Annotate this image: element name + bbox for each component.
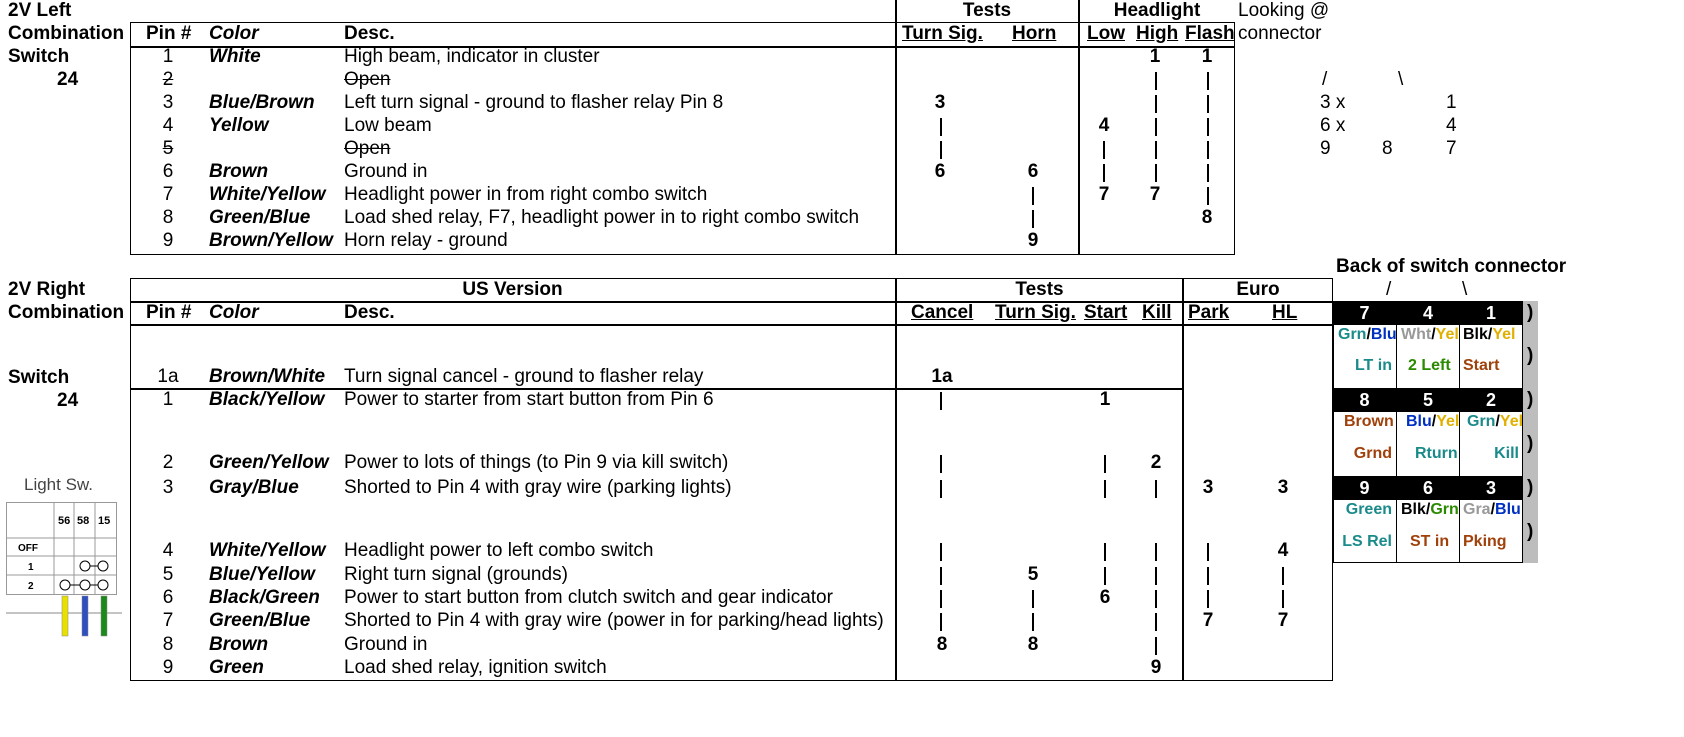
- right-mark-hl: 3: [1277, 477, 1289, 498]
- connector-bracket: ): [1527, 521, 1534, 542]
- right-row-pin: 4: [162, 540, 174, 561]
- left-col-low: Low: [1087, 23, 1125, 44]
- continuity-bar: [1104, 567, 1106, 585]
- right-col-cancel: Cancel: [911, 302, 974, 323]
- left-col-flash: Flash: [1185, 23, 1235, 44]
- left-mark-turn: 6: [934, 161, 946, 182]
- looking-line2: connector: [1238, 23, 1322, 44]
- continuity-bar: [940, 455, 942, 473]
- right-mark-cancel: 8: [936, 634, 948, 655]
- continuity-bar: [1155, 613, 1157, 631]
- right-mark-kill: 2: [1150, 452, 1162, 473]
- back-slash: \: [1462, 279, 1468, 300]
- continuity-bar: [1207, 95, 1209, 113]
- continuity-bar: [1207, 187, 1209, 205]
- continuity-bar: [1104, 543, 1106, 561]
- continuity-bar: [1103, 141, 1105, 159]
- right-row-color: Brown/White: [209, 366, 326, 387]
- left-col-high: High: [1136, 23, 1179, 44]
- continuity-bar: [1032, 210, 1034, 228]
- connector-wire-color: Blu/Yel: [1406, 413, 1460, 430]
- continuity-bar: [940, 567, 942, 585]
- left-mark-flash: 8: [1201, 207, 1213, 228]
- right-mark-turn: 8: [1027, 634, 1039, 655]
- left-title-line2: Combination: [8, 23, 125, 44]
- right-col-color: Color: [209, 302, 259, 323]
- right-tests-divider: [895, 278, 897, 681]
- connector-wire-color: Blk/Yel: [1463, 326, 1516, 343]
- continuity-bar: [1032, 187, 1034, 205]
- left-row-pin: 8: [162, 207, 174, 228]
- light-switch-grid: [6, 500, 122, 640]
- connector-wire-color: Green: [1345, 501, 1392, 518]
- continuity-bar: [1155, 637, 1157, 655]
- right-title-switch: Switch: [8, 367, 70, 388]
- continuity-bar: [1155, 164, 1157, 182]
- connector-wire-color: Blk/Grn: [1401, 501, 1459, 518]
- continuity-bar: [1207, 72, 1209, 90]
- continuity-bar: [940, 480, 942, 498]
- right-mark-cancel: 1a: [931, 366, 953, 387]
- connector-wire-color: Wht/Yel: [1401, 326, 1459, 343]
- left-row-desc: Load shed relay, F7, headlight power in to right combo switch: [344, 207, 860, 228]
- left-row-desc: Ground in: [344, 161, 428, 182]
- light-switch-row-label: OFF: [18, 543, 38, 554]
- continuity-bar: [1207, 164, 1209, 182]
- connector-function-label: Pking: [1463, 533, 1507, 550]
- right-row-color: Black/Yellow: [209, 389, 325, 410]
- connector-pin-header: 1: [1460, 301, 1522, 325]
- light-switch-col-label: 56: [58, 515, 71, 527]
- left-row-desc: High beam, indicator in cluster: [344, 46, 600, 67]
- left-title-line3: Switch: [8, 46, 70, 67]
- connector-bracket: ): [1527, 302, 1534, 323]
- left-row-pin: 3: [162, 92, 174, 113]
- right-row-color: Blue/Yellow: [209, 564, 315, 585]
- right-row-pin: 1: [162, 389, 174, 410]
- looking-pin: 7: [1446, 138, 1457, 159]
- left-header-divider: [130, 46, 1235, 48]
- right-mark-park: 7: [1202, 610, 1214, 631]
- left-mark-low: 7: [1098, 184, 1110, 205]
- right-euro-divider: [1182, 278, 1184, 681]
- connector-function-label: Grnd: [1353, 445, 1392, 462]
- continuity-bar: [1282, 567, 1284, 585]
- left-mark-flash: 1: [1201, 46, 1213, 67]
- left-col-horn: Horn: [1012, 23, 1057, 44]
- right-col-kill: Kill: [1142, 302, 1172, 323]
- continuity-bar: [940, 141, 942, 159]
- right-title-number: 24: [57, 390, 79, 411]
- continuity-bar: [1155, 72, 1157, 90]
- left-row-color: Blue/Brown: [209, 92, 315, 113]
- left-row-color: Brown/Yellow: [209, 230, 333, 251]
- continuity-bar: [1032, 590, 1034, 608]
- continuity-bar: [940, 392, 942, 410]
- left-col-turn: Turn Sig.: [902, 23, 983, 44]
- left-title-line1: 2V Left: [8, 0, 72, 21]
- right-row-pin: 5: [162, 564, 174, 585]
- back-connector-title: Back of switch connector: [1336, 256, 1567, 277]
- right-row-desc: Headlight power to left combo switch: [344, 540, 654, 561]
- right-row-desc: Power to start button from clutch switch and gear indicator: [344, 587, 833, 608]
- left-tests-header: Tests: [962, 0, 1012, 21]
- right-row-color: Green/Yellow: [209, 452, 329, 473]
- right-row-desc: Shorted to Pin 4 with gray wire (parking lights): [344, 477, 732, 498]
- connector-bracket: ): [1527, 477, 1534, 498]
- right-row-desc: Right turn signal (grounds): [344, 564, 568, 585]
- continuity-bar: [940, 590, 942, 608]
- left-row-pin: 2: [162, 69, 174, 90]
- right-col-pin: Pin #: [146, 302, 192, 323]
- looking-slash: \: [1398, 69, 1404, 90]
- left-row-pin: 1: [162, 46, 174, 67]
- connector-pin-header: 8: [1333, 388, 1396, 412]
- left-row-desc: Headlight power in from right combo switch: [344, 184, 708, 205]
- light-switch-col-label: 15: [98, 515, 111, 527]
- connector-wire-color: Brown: [1344, 413, 1394, 430]
- continuity-bar: [940, 118, 942, 136]
- connector-function-label: Rturn: [1415, 445, 1458, 462]
- connector-pin-header: 3: [1460, 476, 1522, 500]
- right-col-desc: Desc.: [344, 302, 395, 323]
- wire-15: [101, 596, 107, 636]
- light-switch-row-label: 2: [28, 581, 34, 592]
- right-row-color: Brown: [209, 634, 269, 655]
- right-mark-hl: 7: [1277, 610, 1289, 631]
- right-row-color: Gray/Blue: [209, 477, 299, 498]
- right-title-line1: 2V Right: [8, 279, 86, 300]
- connector-col-divider: [1459, 301, 1460, 563]
- continuity-bar: [1207, 141, 1209, 159]
- continuity-bar: [1207, 590, 1209, 608]
- left-col-pin: Pin #: [146, 23, 192, 44]
- right-euro-header: Euro: [1236, 279, 1280, 300]
- left-mark-horn: 6: [1027, 161, 1039, 182]
- left-row-pin: 9: [162, 230, 174, 251]
- right-row-pin: 3: [162, 477, 174, 498]
- right-row-pin: 2: [162, 452, 174, 473]
- connector-pin-header: 9: [1333, 476, 1396, 500]
- right-col-start: Start: [1084, 302, 1128, 323]
- connector-function-label: Kill: [1494, 445, 1519, 462]
- right-row-pin: 6: [162, 587, 174, 608]
- left-headlight-divider: [1078, 0, 1080, 255]
- right-col-turn: Turn Sig.: [995, 302, 1076, 323]
- left-row-color: Yellow: [209, 115, 269, 136]
- right-tests-header: Tests: [1015, 279, 1064, 300]
- right-col-park: Park: [1188, 302, 1230, 323]
- left-tests-divider: [895, 0, 897, 255]
- looking-slash: /: [1322, 69, 1328, 90]
- left-col-desc: Desc.: [344, 23, 395, 44]
- left-mark-horn: 9: [1027, 230, 1039, 251]
- connector-pin-header: 2: [1460, 388, 1522, 412]
- looking-pin: 9: [1320, 138, 1331, 159]
- continuity-bar: [1155, 567, 1157, 585]
- connector-pin-header: 7: [1333, 301, 1396, 325]
- left-row-pin: 6: [162, 161, 174, 182]
- looking-pin: 4: [1446, 115, 1457, 136]
- left-row-desc: Left turn signal - ground to flasher relay Pin 8: [344, 92, 724, 113]
- right-row-pin: 9: [162, 657, 174, 678]
- looking-pin: 3 x: [1320, 92, 1346, 113]
- continuity-bar: [1104, 455, 1106, 473]
- connector-bracket: ): [1527, 389, 1534, 410]
- right-row-desc: Power to starter from start button from Pin 6: [344, 389, 714, 410]
- continuity-bar: [1207, 543, 1209, 561]
- right-col-hl: HL: [1272, 302, 1298, 323]
- left-row-color: Brown: [209, 161, 269, 182]
- connector-function-label: LT in: [1354, 357, 1392, 374]
- left-row-pin: 7: [162, 184, 174, 205]
- looking-line1: Looking @: [1238, 0, 1330, 21]
- connector-wire-color: Grn/Yel: [1467, 413, 1524, 430]
- right-row-desc: Ground in: [344, 634, 428, 655]
- right-title-line2: Combination: [8, 302, 125, 323]
- left-row-desc: Open: [344, 138, 391, 159]
- right-header-divider: [130, 324, 1333, 326]
- right-row-color: White/Yellow: [209, 540, 326, 561]
- left-mark-low: 4: [1098, 115, 1110, 136]
- connector-bracket: ): [1527, 345, 1534, 366]
- continuity-bar: [1104, 480, 1106, 498]
- continuity-bar: [1155, 480, 1157, 498]
- continuity-bar: [1155, 118, 1157, 136]
- right-mark-turn: 5: [1027, 564, 1039, 585]
- right-row-color: Green/Blue: [209, 610, 311, 631]
- connector-function-label: LS Rel: [1342, 533, 1392, 550]
- left-row-desc: Low beam: [344, 115, 432, 136]
- right-row-desc: Power to lots of things (to Pin 9 via kill switch): [344, 452, 729, 473]
- left-mark-high: 1: [1149, 46, 1161, 67]
- light-switch-col-label: 58: [77, 515, 90, 527]
- left-row-color: White/Yellow: [209, 184, 326, 205]
- connector-function-label: 2 Left: [1408, 357, 1451, 374]
- left-row-pin: 4: [162, 115, 174, 136]
- left-row-color: White: [209, 46, 261, 67]
- right-mark-hl: 4: [1277, 540, 1289, 561]
- connector-wire-color: Gra/Blu: [1463, 501, 1521, 518]
- back-slash: /: [1386, 279, 1392, 300]
- left-row-pin: 5: [162, 138, 174, 159]
- continuity-bar: [1155, 543, 1157, 561]
- left-mark-high: 7: [1149, 184, 1161, 205]
- left-mark-turn: 3: [934, 92, 946, 113]
- continuity-bar: [1282, 590, 1284, 608]
- connector-function-label: Start: [1463, 357, 1500, 374]
- left-row-desc: Horn relay - ground: [344, 230, 508, 251]
- right-row-desc: Shorted to Pin 4 with gray wire (power in for parking/head lights): [344, 610, 884, 631]
- connector-pin-header: 6: [1397, 476, 1459, 500]
- left-row-desc: Open: [344, 69, 391, 90]
- light-switch-row-label: 1: [28, 562, 34, 573]
- looking-pin: 1: [1446, 92, 1457, 113]
- right-row-desc: Turn signal cancel - ground to flasher relay: [344, 366, 704, 387]
- continuity-bar: [1155, 590, 1157, 608]
- looking-pin: 8: [1382, 138, 1393, 159]
- right-us-header: US Version: [462, 279, 563, 300]
- right-row-color: Green: [209, 657, 264, 678]
- continuity-bar: [1155, 95, 1157, 113]
- continuity-bar: [940, 613, 942, 631]
- connector-wire-color: Grn/Blu: [1338, 326, 1397, 343]
- right-row-desc: Load shed relay, ignition switch: [344, 657, 607, 678]
- wire-56: [62, 596, 68, 636]
- right-row-pin: 8: [162, 634, 174, 655]
- right-row-pin: 1a: [157, 366, 179, 387]
- right-row-color: Black/Green: [209, 587, 320, 608]
- left-col-color: Color: [209, 23, 259, 44]
- continuity-bar: [1155, 141, 1157, 159]
- left-headlight-header: Headlight: [1113, 0, 1201, 21]
- connector-function-label: ST in: [1410, 533, 1450, 550]
- right-mark-start: 6: [1099, 587, 1111, 608]
- connector-bracket: ): [1527, 433, 1534, 454]
- connector-pin-header: 5: [1397, 388, 1459, 412]
- right-row-pin: 7: [162, 610, 174, 631]
- continuity-bar: [1103, 164, 1105, 182]
- continuity-bar: [940, 543, 942, 561]
- looking-pin: 6 x: [1320, 115, 1346, 136]
- continuity-bar: [1032, 613, 1034, 631]
- right-mark-park: 3: [1202, 477, 1214, 498]
- left-title-number: 24: [57, 69, 79, 90]
- light-switch-title: Light Sw.: [24, 475, 93, 494]
- left-row-color: Green/Blue: [209, 207, 311, 228]
- right-mark-start: 1: [1099, 389, 1111, 410]
- continuity-bar: [1207, 567, 1209, 585]
- wire-58: [82, 596, 88, 636]
- continuity-bar: [1207, 118, 1209, 136]
- right-mark-kill: 9: [1150, 657, 1162, 678]
- connector-pin-header: 4: [1397, 301, 1459, 325]
